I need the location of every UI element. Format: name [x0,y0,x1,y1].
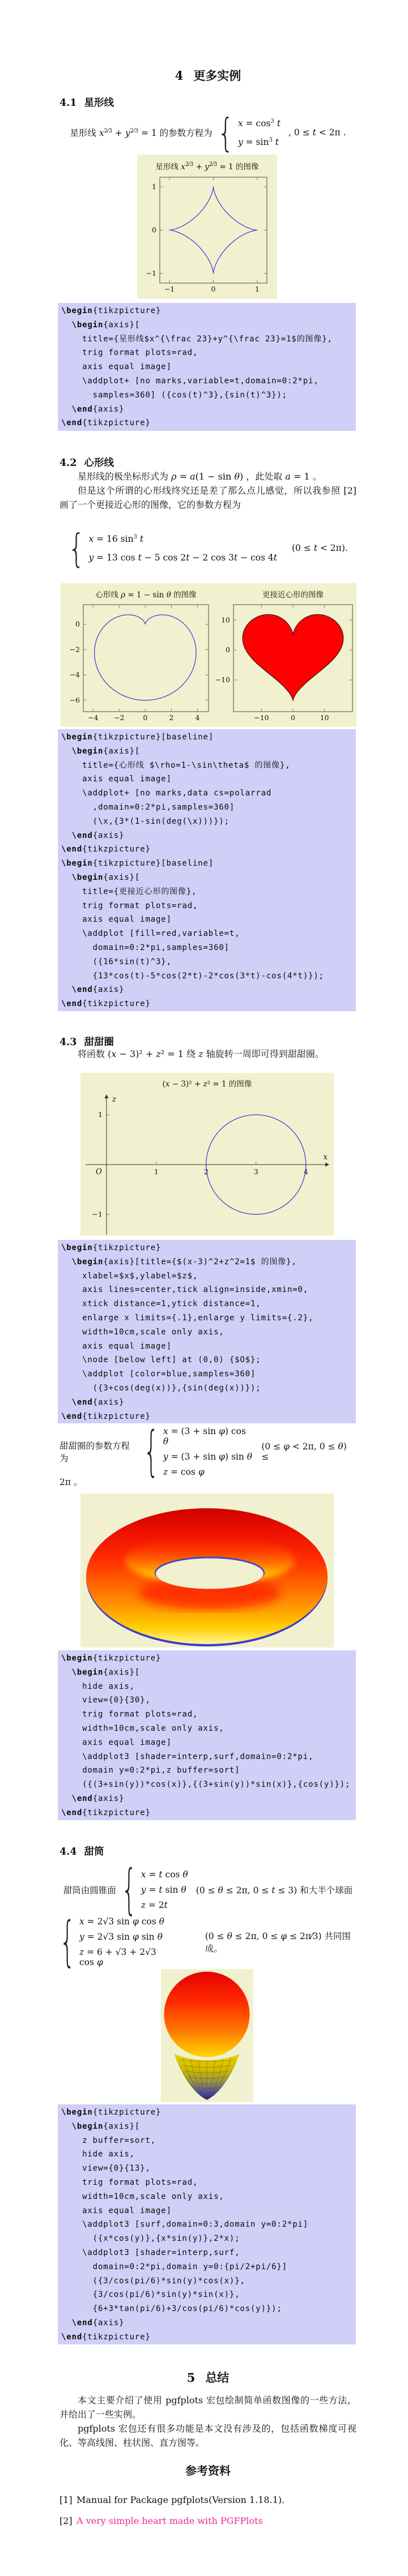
tick-label: −1 [146,269,156,278]
icecream-plot [161,1969,253,2102]
subsection-number: 4.3 [60,1037,77,1048]
code-line: \end{axis} [71,985,125,995]
code-line: \addplot [color=blue,samples=360] [61,1370,256,1379]
code-line: ({16*sin(t)^3}, [61,957,172,966]
figure-circle [80,1073,334,1236]
reference-link[interactable]: A very simple heart made with PGFPlots [76,2515,263,2526]
subsection-heading-4-2 [60,455,114,469]
code-line: \begin{tikzpicture} [61,1654,162,1663]
tick-label: −1 [92,1209,103,1218]
case-row: z = cos φ [163,1467,205,1477]
figure-title-left: 心形线 ρ = 1 − sin θ 的图像 [95,590,197,600]
cone-surface [175,2054,239,2100]
origin-label: O [95,1167,102,1176]
tick-label: 0 [291,713,295,722]
code-line: \begin{tikzpicture} [61,306,162,315]
code-line: axis equal image] [61,2206,172,2215]
code-block-icecream [58,2104,356,2344]
code-line: \end{tikzpicture} [61,2332,151,2342]
case-row: z = 6 + √3 + 2√3 cos φ [79,1947,156,1967]
equation-astroid [60,111,356,154]
section-title: 更多实例 [193,69,241,83]
equation-text: 星形线 $x^{2⁄3} + y^{2⁄3} = 1$ 的参数方程为 [70,128,212,138]
subsection-number: 4.1 [60,97,77,109]
code-line: hide axis, [61,1681,135,1691]
cases-block [68,533,277,563]
curve-heart [243,614,343,701]
equation-condition: (0 ≤ t < 2π). [291,543,348,553]
tick-label: −10 [254,713,269,722]
code-line: \begin{axis}[ [71,872,141,882]
brace [143,1420,159,1483]
code-line: ,domain=0:2*pi,samples=360] [61,802,235,812]
tick-label: 10 [320,713,329,722]
code-line: \end{tikzpicture} [61,999,151,1009]
code-line: domain y=0:2*pi,z buffer=sort] [61,1766,240,1775]
code-line: \addplot+ [no marks,variable=t,domain=0:2*pi, [61,376,319,386]
equation-text: 甜甜圈的参数方程为 [60,1441,130,1464]
code-line: domain=0:2*pi,samples=360] [61,943,230,952]
subsection-heading-4-1 [60,95,114,109]
code-line: ({x*cos(y)},{x*sin(y)},2*x); [61,2234,240,2244]
tick-label: 0 [143,713,148,722]
tick-label: −4 [69,670,80,679]
code-line: \addplot [fill=red,variable=t, [61,929,240,939]
tick-label: 1 [97,1110,103,1119]
tick-label: 1 [152,182,156,191]
code-line: title={更接近心形的图像}, [61,887,197,896]
equation-condition: (0 ≤ θ ≤ 2π, 0 ≤ φ ≤ 2π⁄3) 共同围成。 [205,1931,351,1954]
tick-label: 0 [211,285,216,293]
code-line: width=10cm,scale only axis, [61,1327,224,1337]
reference-label: [2] [60,2515,73,2526]
equation-condition: , 0 ≤ t < 2π . [288,127,346,138]
code-line: \end{axis} [71,1794,125,1803]
tick-label: 1 [254,285,260,293]
section-heading-4 [60,67,356,84]
case-row: x = t cos θ [141,1869,188,1880]
code-line: title={星形线$x^{\frac 23}+y^{\frac 23}=1$的图像}, [61,334,333,344]
code-line: \begin{axis}[ [71,320,141,330]
tick-label: 2 [169,713,174,722]
code-block-circle [58,1240,356,1423]
paragraph: 但是这个所谓的心形线终究还是差了那么点儿感觉，所以我参照 [2] 画了一个更接近心形的图像，它的参数方程为 [60,485,356,510]
equation-condition: (0 ≤ θ ≤ 2π, 0 ≤ t ≤ 3) 和大半个球面 [196,1885,353,1895]
case-row: x = 2√3 sin φ cos θ [79,1916,164,1927]
cases-block [121,1869,188,1910]
case-row: $x = \cos^3 t$ [237,118,281,129]
code-line: xtick distance=1,ytick distance=1, [61,1299,261,1309]
tick-label: −2 [114,713,125,722]
code-line: axis equal image] [61,774,172,784]
case-row: $y = \sin^3 t$ [237,136,279,147]
equation-cone [60,1864,356,1916]
equation-sphere [60,1916,356,1968]
tick-label: 0 [152,225,156,234]
code-line: \begin{axis}[ [71,2121,141,2131]
tick-label: 0 [75,619,80,628]
code-line: {3/cos(pi/6)*sin(y)*sin(x)}, [61,2290,240,2300]
code-line: \end{axis} [71,2318,125,2327]
tick-label: 4 [303,1167,308,1176]
code-line: \begin{tikzpicture}[baseline] [61,733,214,742]
subsection-title: 星形线 [84,97,114,109]
equation-torus [60,1427,356,1477]
code-line: z buffer=sort, [61,2136,156,2145]
brace [68,525,84,571]
subsection-title: 甜筒 [84,1846,104,1858]
plot-area [146,177,267,293]
figure-title: (x − 3)² + z² = 1 的图像 [162,1080,252,1089]
torus-plot [80,1494,334,1648]
reference-item [60,2515,356,2526]
x-axis-label: x [323,1153,328,1162]
code-line: domain=0:2*pi,domain y=0:{pi/2+pi/6}] [61,2262,287,2271]
code-line: width=10cm,scale only axis, [61,1723,224,1733]
references-heading: 参考资料 [185,2464,231,2477]
code-line: \begin{axis}[ [71,746,141,756]
code-line: hide axis, [61,2150,135,2159]
cases-rows [238,118,280,147]
code-line: \end{tikzpicture} [61,1411,151,1421]
code-line: \end{tikzpicture} [61,418,151,428]
code-line: ({(3+sin(y))*cos(x)},{(3+sin(y))*sin(x)},{cos(y)}); [61,1780,351,1790]
code-line: samples=360] ({cos(t)^3},{sin(t)^3}); [61,390,287,400]
code-line: \end{axis} [71,404,125,414]
paragraph: pgfplots 宏包还有很多功能是本文没有涉及的，包括函数梯度可视化、等高线图、柱状图、直方图等。 [60,2423,356,2448]
reference-item [60,2494,356,2505]
icecream-ball [164,1972,250,2057]
brace [60,1911,75,1973]
plot-frame [83,605,209,712]
code-line: axis equal image] [61,1341,172,1351]
case-row: y = 2√3 sin φ sin θ [79,1932,163,1942]
curve-cardioid [95,615,196,700]
case-row: x = 16 $\sin^3 t$ [88,533,144,544]
section-title: 总结 [205,2370,230,2385]
cases-block [143,1426,253,1477]
section-number: 4 [175,69,184,83]
cases-rows [141,1869,188,1910]
case-row: y = (3 + sin φ) sin θ [163,1452,253,1462]
code-line: \addplot3 [shader=interp,surf,domain=0:2*pi, [61,1752,314,1761]
torus-hole [156,1559,264,1589]
code-line: \begin{tikzpicture} [61,1243,162,1252]
equation-text: 甜筒由圆锥面 [63,1885,116,1895]
equation-condition-cont: 2π 。 [60,1477,83,1487]
code-line: \node [below left] at (0,0) {$O$}; [61,1355,261,1365]
case-row: z = 2t [141,1900,168,1910]
tick-label: −1 [164,285,175,293]
tick-label: 1 [154,1167,159,1176]
subsection-title: 心形线 [84,457,114,469]
astroid-plot [137,155,277,299]
equation-condition: (0 ≤ φ < 2π, 0 ≤ θ) ≤ [261,1441,347,1462]
cases-rows [163,1426,253,1477]
reference-text: Manual for Package pgfplots(Version 1.18.1). [76,2494,285,2505]
tick-label: −4 [88,713,99,722]
code-line: ({3+cos(deg(x))},{sin(deg(x))}); [61,1383,261,1393]
code-block-cardioid [58,729,356,1011]
plot-area-cardioid [70,605,209,722]
code-line: \addplot+ [no marks,data cs=polarrad [61,789,272,798]
code-line: \begin{axis}[ [71,1667,141,1677]
brace [218,110,234,156]
subsection-number: 4.4 [60,1846,77,1858]
y-axis-label: z [112,1095,117,1104]
code-line: \end{tikzpicture} [61,1808,151,1817]
code-line: \begin{tikzpicture}[baseline] [61,859,214,868]
section-heading-5 [60,2369,356,2386]
code-line: (\x,{3*(1-sin(deg(\x)))}); [61,816,230,826]
circle-plot [80,1073,334,1236]
tick-label: 2 [203,1167,209,1176]
code-line: \begin{tikzpicture} [61,2108,162,2117]
paragraph: 星形线的极坐标形式为 ρ = a(1 − sin θ) ，此处取 a = 1 。 [78,471,322,482]
code-line: trig format plots=rad, [61,1710,198,1719]
tick-label: −10 [215,675,230,684]
code-line: \end{axis} [71,831,125,840]
code-line: {13*cos(t)-5*cos(2*t)-2*cos(3*t)-cos(4*t)}); [61,971,324,981]
figure-astroid [137,155,277,299]
tick-label: 0 [226,645,230,654]
code-line: \end{axis} [71,1397,125,1407]
cases-block [218,117,280,148]
code-line: axis equal image] [61,915,172,925]
code-line: trig format plots=rad, [61,901,198,910]
equation-heart [60,527,356,570]
section-number: 5 [186,2370,196,2385]
tick-label: 3 [253,1167,258,1176]
cases-rows [79,1916,174,1967]
code-line: \end{tikzpicture} [61,845,151,854]
case-row: x = (3 + sin φ) cos θ [163,1426,246,1447]
case-row: y = t sin θ [141,1885,186,1895]
figure-icecream [161,1969,253,2102]
plot-area [86,1094,329,1235]
subsection-number: 4.2 [60,457,77,469]
code-line: axis equal image] [61,362,172,372]
paragraph: 将函数 (x − 3)² + z² = 1 绕 z 轴旋转一周即可得到甜甜圈。 [78,1049,324,1059]
code-line: \addplot3 [shader=interp,surf, [61,2248,240,2257]
case-row: y = 13 cos t − 5 cos 2t − 2 cos 3t − cos 4t [88,552,277,563]
cases-block [60,1916,174,1967]
code-line: xlabel=$x$,ylabel=$z$, [61,1271,198,1281]
plot-area-heart [215,605,352,722]
subsection-heading-4-4 [60,1844,104,1858]
tick-label: 10 [221,615,230,624]
code-line: axis equal image] [61,1738,172,1747]
code-line: view={0}{30}, [61,1696,151,1705]
figure-title-right: 更接近心形的图像 [262,590,324,600]
code-block-torus [58,1650,356,1820]
paragraph: 本文主要介绍了使用 pgfplots 宏包绘制简单函数图像的一些方法，并给出了一些实例。 [60,2395,356,2420]
cardioid-heart-plots [61,583,356,727]
code-line: \addplot3 [surf,domain=0:3,domain y=0:2*pi] [61,2220,309,2230]
code-line: {6+3*tan(pi/6)+3/cos(pi/6)*cos(y)}); [61,2304,282,2314]
tick-label: −2 [69,645,80,654]
code-line: \begin{axis}[title={$(x-3)^2+z^2=1$ 的图像}, [71,1257,297,1266]
plot-frame [160,177,267,283]
code-line: title={心形线 $\rho=1-\sin\theta$ 的图像}, [61,760,291,770]
code-line: ({3/cos(pi/6)*sin(y)*cos(x)}, [61,2276,245,2286]
code-line: width=10cm,scale only axis, [61,2192,224,2201]
reference-label: [1] [60,2494,73,2505]
subsection-title: 甜甜圈 [84,1037,114,1048]
tick-label: −6 [69,695,80,704]
figure-cardioid-heart [61,583,356,727]
cases-rows [88,534,277,563]
code-line: trig format plots=rad, [61,348,198,358]
tick-label: 4 [195,713,200,722]
brace [121,1859,137,1921]
code-line: trig format plots=rad, [61,2177,198,2187]
figure-torus [80,1494,334,1648]
z-axis-arrow [104,1094,108,1098]
curve-astroid [169,187,257,273]
code-block-astroid [58,303,356,431]
subsection-heading-4-3 [60,1034,114,1049]
code-line: enlarge x limits={.1},enlarge y limits={.2}, [61,1313,314,1323]
figure-title: 星形线 $x^{2⁄3} + y^{2⁄3} = 1$ 的图像 [155,161,259,172]
x-axis-arrow [325,1162,329,1166]
code-line: axis lines=center,tick align=inside,xmin=0, [61,1285,309,1295]
code-line: view={0}{13}, [61,2164,151,2173]
